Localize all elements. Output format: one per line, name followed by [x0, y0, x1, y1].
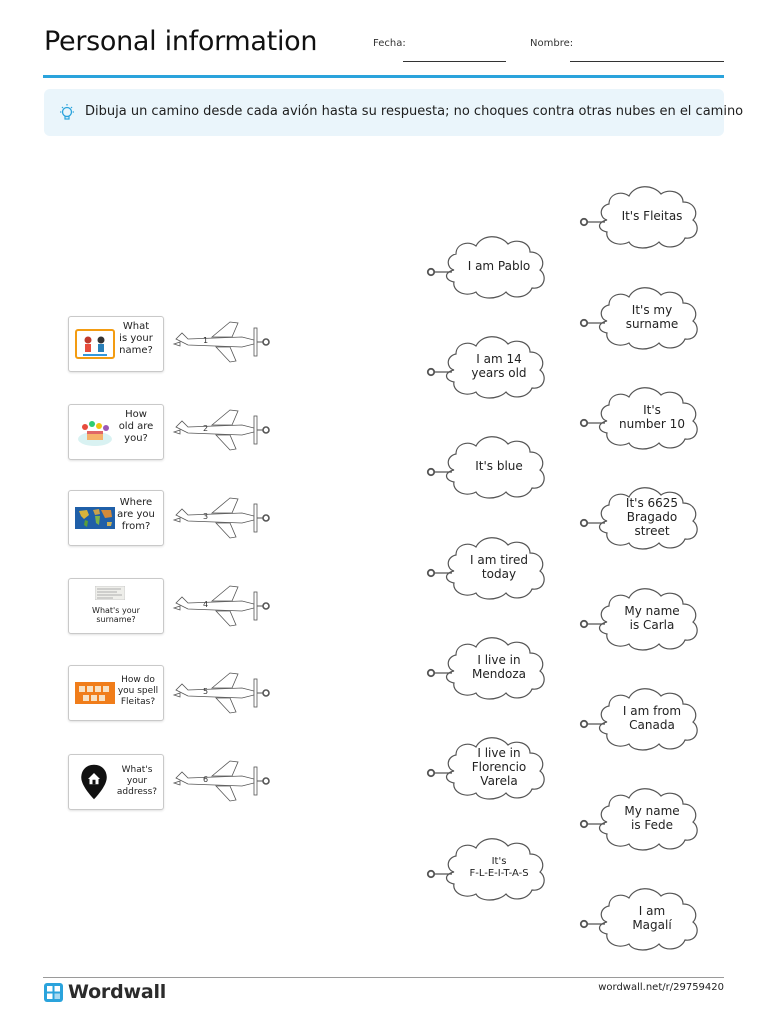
- airplane-6[interactable]: [172, 759, 272, 803]
- question-line: What's: [121, 765, 153, 775]
- question-line: How do: [121, 675, 155, 685]
- wordwall-brand[interactable]: [44, 981, 166, 1003]
- answer-text: It's Fleitas: [621, 209, 683, 223]
- question-line: are you: [117, 509, 155, 520]
- cloud-connector-dot: [428, 871, 434, 877]
- answer-text: I live in Mendoza: [472, 653, 526, 681]
- airplane-4[interactable]: [172, 584, 272, 628]
- question-line: Where: [119, 497, 153, 508]
- question-line: How: [125, 409, 147, 420]
- answer-cloud-left-5[interactable]: [424, 631, 564, 703]
- answer-cloud-right-7[interactable]: [577, 782, 717, 854]
- plane-connector-dot: [263, 339, 269, 345]
- question-card-1: [68, 316, 164, 372]
- date-field-line[interactable]: [403, 61, 506, 62]
- plane-number: 2: [203, 424, 209, 433]
- answer-text: I am Magalí: [632, 904, 672, 932]
- answer-text: It's 6625 Bragado street: [625, 496, 679, 538]
- date-label: Fecha:: [373, 38, 406, 49]
- question-line: address?: [116, 787, 158, 797]
- question-card-4: [68, 578, 164, 634]
- header-divider: [43, 75, 724, 78]
- cloud-connector-dot: [581, 721, 587, 727]
- cloud-connector-dot: [581, 420, 587, 426]
- cloud-connector-dot: [581, 520, 587, 526]
- answer-text: My name is Carla: [624, 604, 680, 632]
- question-line: Fleitas?: [120, 697, 156, 707]
- answer-text: I live in Florencio Varela: [471, 746, 527, 788]
- question-line: old are: [118, 421, 154, 432]
- name-label: Nombre:: [530, 38, 574, 49]
- surname-form-picture: [95, 586, 125, 600]
- answer-text: It's blue: [475, 459, 523, 473]
- cloud-connector-dot: [428, 469, 434, 475]
- answer-text: My name is Fede: [624, 804, 680, 832]
- answer-cloud-right-8[interactable]: [577, 882, 717, 954]
- answer-cloud-right-1[interactable]: [577, 180, 717, 252]
- answer-text: I am Pablo: [467, 259, 531, 273]
- answer-cloud-left-1[interactable]: [424, 230, 564, 302]
- letter-tiles-picture: [73, 676, 117, 710]
- question-card-3: [68, 490, 164, 546]
- question-line: is your: [119, 333, 153, 344]
- answer-cloud-right-6[interactable]: [577, 682, 717, 754]
- question-line: you?: [124, 433, 148, 444]
- world-map-picture: [75, 501, 115, 535]
- instruction-box: [44, 89, 744, 136]
- answer-cloud-left-6[interactable]: [424, 731, 564, 803]
- cloud-connector-dot: [428, 770, 434, 776]
- answer-cloud-left-4[interactable]: [424, 531, 564, 603]
- answer-cloud-right-3[interactable]: [577, 381, 717, 453]
- answer-cloud-left-3[interactable]: [424, 430, 564, 502]
- cloud-connector-dot: [581, 821, 587, 827]
- question-card-6: [68, 754, 164, 810]
- plane-number: 4: [203, 600, 209, 609]
- lightbulb-icon: [58, 103, 76, 123]
- cloud-connector-dot: [581, 320, 587, 326]
- answer-cloud-right-5[interactable]: [577, 582, 717, 654]
- question-line: you spell: [117, 686, 159, 696]
- footer-url[interactable]: wordwall.net/r/29759420: [598, 982, 724, 993]
- plane-number: 1: [203, 336, 209, 345]
- cloud-connector-dot: [581, 219, 587, 225]
- question-card-5: [68, 665, 164, 721]
- plane-number: 5: [203, 687, 209, 696]
- airplane-2[interactable]: [172, 408, 272, 452]
- cloud-connector-dot: [428, 670, 434, 676]
- brand-name: Wordwall: [68, 981, 167, 1003]
- airplane-5[interactable]: [172, 671, 272, 715]
- answer-text: I am 14 years old: [471, 352, 527, 380]
- answer-text: I am from Canada: [622, 704, 682, 732]
- airplane-3[interactable]: [172, 496, 272, 540]
- answer-text: It's my surname: [625, 303, 679, 331]
- answer-cloud-left-2[interactable]: [424, 330, 564, 402]
- cloud-connector-dot: [428, 269, 434, 275]
- question-line: your: [126, 776, 148, 786]
- plane-number: 6: [203, 775, 209, 784]
- cloud-connector-dot: [581, 921, 587, 927]
- plane-connector-dot: [263, 427, 269, 433]
- airplane-1[interactable]: [172, 320, 272, 364]
- question-line: What's your: [92, 606, 140, 615]
- cloud-connector-dot: [428, 369, 434, 375]
- answer-cloud-right-4[interactable]: [577, 481, 717, 553]
- answer-text: I am tired today: [470, 553, 528, 581]
- name-field-line[interactable]: [570, 61, 724, 62]
- birthday-cake-picture: [75, 415, 115, 449]
- plane-number: 3: [203, 512, 209, 521]
- cloud-connector-dot: [581, 621, 587, 627]
- page-title: Personal information: [44, 26, 318, 57]
- instruction-text: Dibuja un camino desde cada avión hasta su respuesta; no choques contra otras nubes en el camino: [85, 104, 744, 119]
- question-line: surname?: [96, 615, 136, 624]
- plane-connector-dot: [263, 778, 269, 784]
- question-line: What: [122, 321, 150, 332]
- plane-connector-dot: [263, 603, 269, 609]
- plane-connector-dot: [263, 515, 269, 521]
- footer-divider: [43, 977, 724, 978]
- wordwall-logo-icon: [44, 983, 63, 1002]
- plane-connector-dot: [263, 690, 269, 696]
- question-line: from?: [121, 521, 151, 532]
- answer-text: It's F-L-E-I-T-A-S: [469, 856, 529, 879]
- cloud-connector-dot: [428, 570, 434, 576]
- question-line: name?: [119, 345, 153, 356]
- location-pin-icon: [79, 759, 109, 805]
- answer-cloud-right-2[interactable]: [577, 281, 717, 353]
- question-card-2: [68, 404, 164, 460]
- answer-text: It's number 10: [619, 403, 685, 431]
- answer-cloud-left-7[interactable]: [424, 832, 564, 904]
- kids-name-board-picture: [75, 327, 115, 361]
